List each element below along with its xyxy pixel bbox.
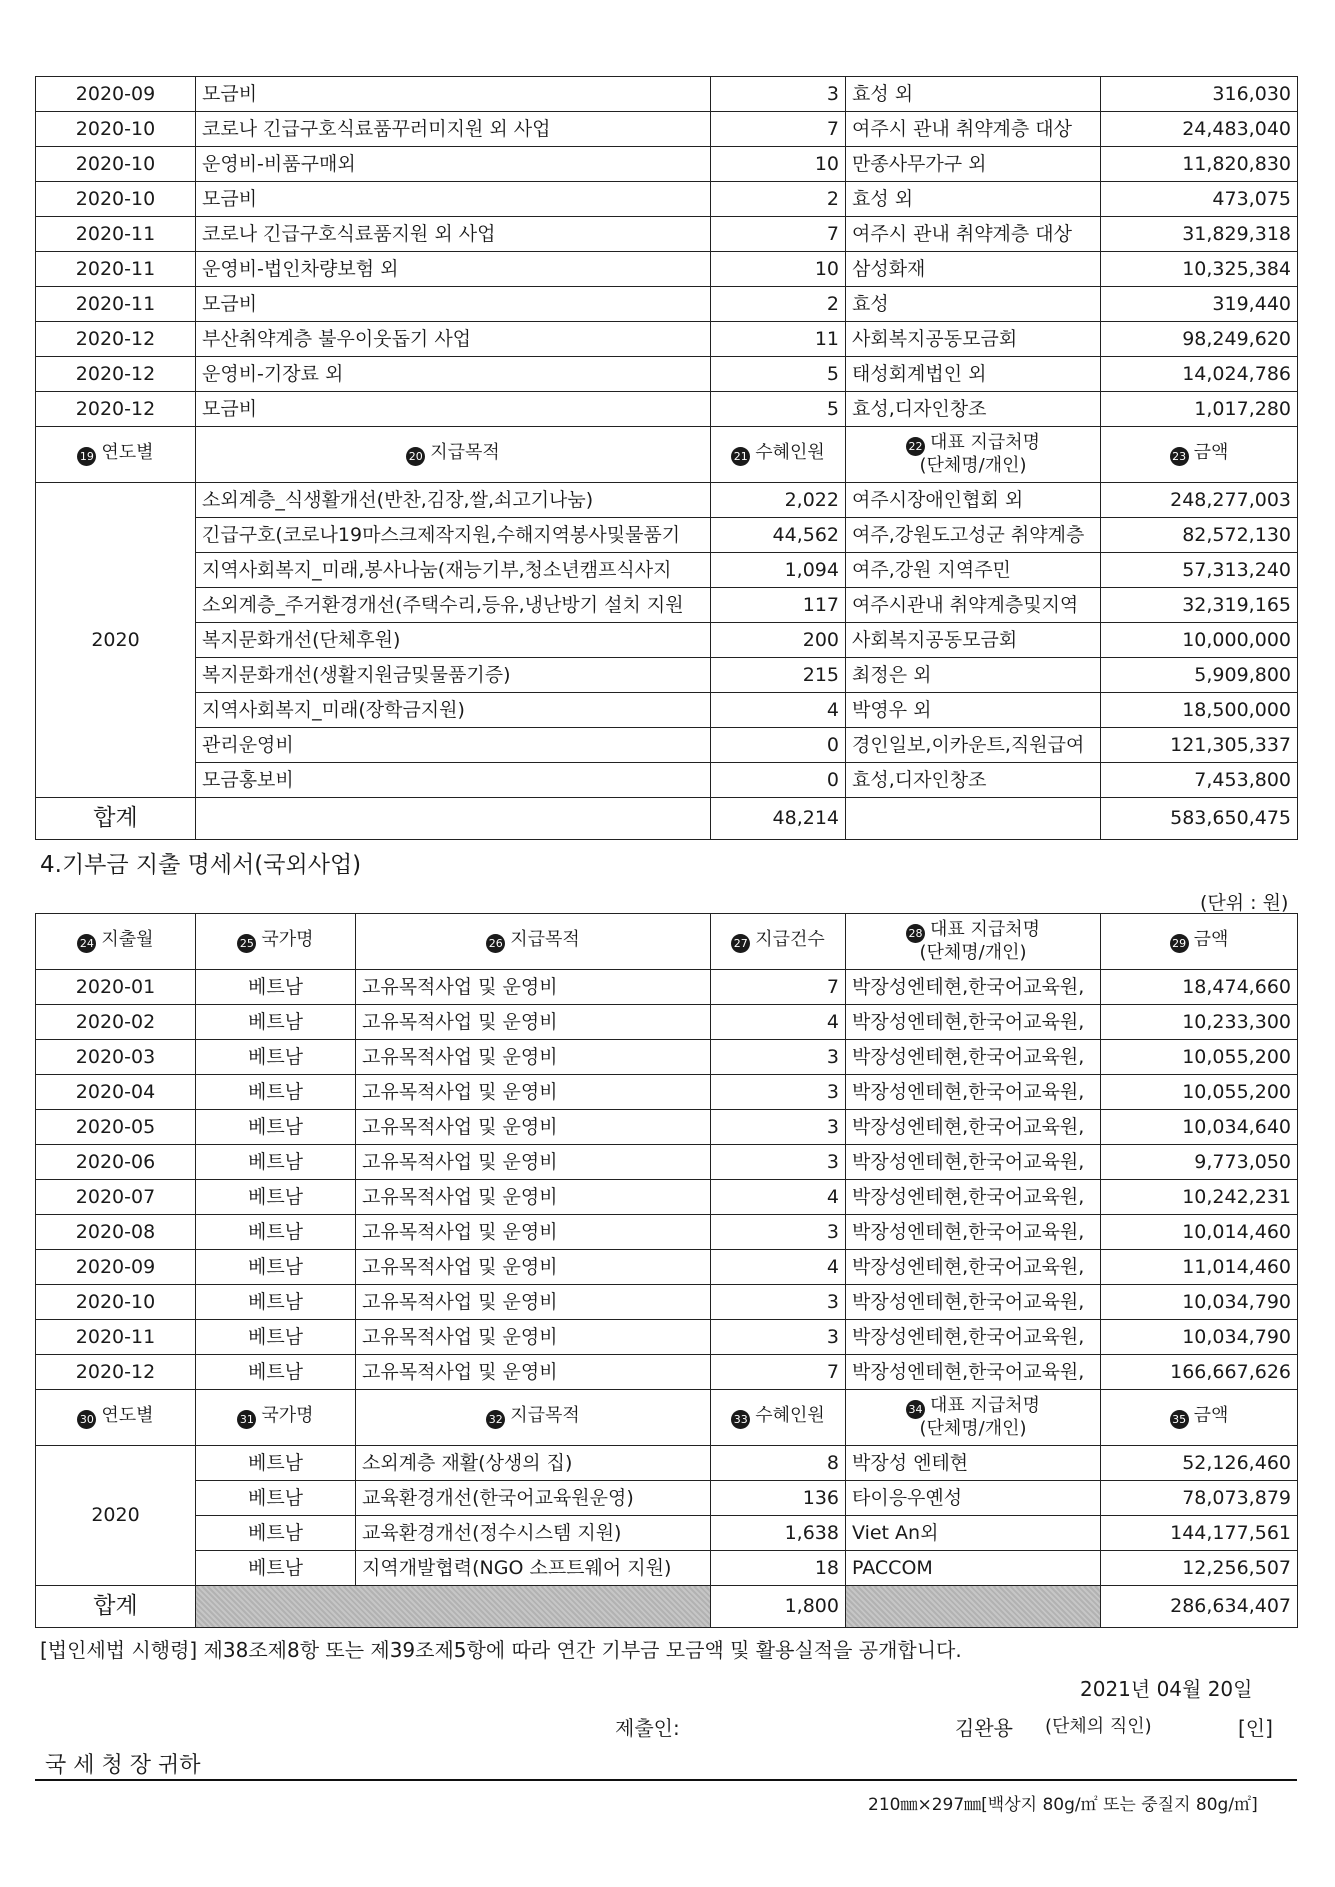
seal-mark: [인] bbox=[1238, 1716, 1273, 1740]
header-count: 27 지급건수 bbox=[711, 914, 846, 970]
month-cell: 2020-01 bbox=[36, 970, 196, 1005]
amount-cell: 10,242,231 bbox=[1101, 1180, 1298, 1215]
recipient-cell: 효성 외 bbox=[846, 77, 1101, 112]
recipient-cell: 최정은 외 bbox=[846, 658, 1101, 693]
amount-cell: 11,014,460 bbox=[1101, 1250, 1298, 1285]
table-row bbox=[36, 763, 1298, 798]
circled-number: 19 bbox=[77, 447, 96, 466]
total-empty bbox=[196, 798, 711, 840]
amount-cell: 319,440 bbox=[1101, 287, 1298, 322]
beneficiaries-cell: 0 bbox=[711, 728, 846, 763]
table-row bbox=[36, 1110, 1298, 1145]
country-cell: 베트남 bbox=[196, 1320, 356, 1355]
beneficiaries-cell: 136 bbox=[711, 1481, 846, 1516]
month-cell: 2020-12 bbox=[36, 357, 196, 392]
amount-cell: 12,256,507 bbox=[1101, 1551, 1298, 1586]
count-cell: 7 bbox=[711, 217, 846, 252]
circled-number: 22 bbox=[906, 437, 925, 456]
count-cell: 4 bbox=[711, 1250, 846, 1285]
amount-cell: 10,034,640 bbox=[1101, 1110, 1298, 1145]
count-cell: 11 bbox=[711, 322, 846, 357]
table-row bbox=[36, 623, 1298, 658]
amount-cell: 121,305,337 bbox=[1101, 728, 1298, 763]
country-cell: 베트남 bbox=[196, 1075, 356, 1110]
recipient-cell: 효성 외 bbox=[846, 182, 1101, 217]
recipient-cell: 경인일보,이카운트,직원급여 bbox=[846, 728, 1101, 763]
amount-cell: 10,055,200 bbox=[1101, 1075, 1298, 1110]
count-cell: 4 bbox=[711, 1180, 846, 1215]
count-cell: 7 bbox=[711, 970, 846, 1005]
country-cell: 베트남 bbox=[196, 1180, 356, 1215]
month-cell: 2020-06 bbox=[36, 1145, 196, 1180]
country-cell: 베트남 bbox=[196, 1110, 356, 1145]
count-cell: 3 bbox=[711, 1075, 846, 1110]
recipient-cell: 만종사무가구 외 bbox=[846, 147, 1101, 182]
purpose-cell: 운영비-기장료 외 bbox=[196, 357, 711, 392]
recipient-cell: 효성,디자인창조 bbox=[846, 763, 1101, 798]
footer-divider bbox=[35, 1779, 1297, 1781]
purpose-cell: 고유목적사업 및 운영비 bbox=[356, 1145, 711, 1180]
country-cell: 베트남 bbox=[196, 1355, 356, 1390]
recipient-cell: 박장성엔테현,한국어교육원, bbox=[846, 1180, 1101, 1215]
amount-cell: 10,233,300 bbox=[1101, 1005, 1298, 1040]
total-beneficiaries: 1,800 bbox=[711, 1586, 846, 1628]
table-row bbox=[36, 392, 1298, 427]
amount-cell: 98,249,620 bbox=[1101, 322, 1298, 357]
amount-cell: 82,572,130 bbox=[1101, 518, 1298, 553]
purpose-cell: 고유목적사업 및 운영비 bbox=[356, 1320, 711, 1355]
submitter-name: 김완용 bbox=[955, 1716, 1013, 1740]
table-row bbox=[36, 287, 1298, 322]
circled-number: 32 bbox=[486, 1410, 505, 1429]
table-row bbox=[36, 483, 1298, 518]
recipient-cell: 여주시관내 취약계층및지역 bbox=[846, 588, 1101, 623]
table-row bbox=[36, 217, 1298, 252]
purpose-cell: 소외계층_주거환경개선(주택수리,등유,냉난방기 설치 지원 bbox=[196, 588, 711, 623]
amount-cell: 10,000,000 bbox=[1101, 623, 1298, 658]
amount-cell: 31,829,318 bbox=[1101, 217, 1298, 252]
amount-cell: 1,017,280 bbox=[1101, 392, 1298, 427]
amount-cell: 57,313,240 bbox=[1101, 553, 1298, 588]
month-cell: 2020-11 bbox=[36, 1320, 196, 1355]
purpose-cell: 부산취약계층 불우이웃돕기 사업 bbox=[196, 322, 711, 357]
section-title: 4.기부금 지출 명세서(국외사업) bbox=[40, 852, 362, 878]
count-cell: 3 bbox=[711, 1215, 846, 1250]
country-cell: 베트남 bbox=[196, 1005, 356, 1040]
yearly-rows bbox=[36, 483, 1298, 798]
amount-cell: 10,055,200 bbox=[1101, 1040, 1298, 1075]
count-cell: 2 bbox=[711, 287, 846, 322]
recipient-cell: 박장성엔테현,한국어교육원, bbox=[846, 1110, 1101, 1145]
recipient-cell: 사회복지공동모금회 bbox=[846, 322, 1101, 357]
purpose-cell: 지역개발협력(NGO 소프트웨어 지원) bbox=[356, 1551, 711, 1586]
recipient-cell: 박장성엔테현,한국어교육원, bbox=[846, 1005, 1101, 1040]
table-row bbox=[36, 1481, 1298, 1516]
recipient-cell: 박장성엔테현,한국어교육원, bbox=[846, 1250, 1101, 1285]
month-cell: 2020-07 bbox=[36, 1180, 196, 1215]
recipient-cell: 삼성화재 bbox=[846, 252, 1101, 287]
table-row bbox=[36, 1551, 1298, 1586]
country-cell: 베트남 bbox=[196, 1481, 356, 1516]
purpose-cell: 고유목적사업 및 운영비 bbox=[356, 1250, 711, 1285]
amount-cell: 166,667,626 bbox=[1101, 1355, 1298, 1390]
submission-date: 2021년 04월 20일 bbox=[1080, 1677, 1253, 1701]
circled-number: 21 bbox=[731, 447, 750, 466]
circled-number: 20 bbox=[406, 447, 425, 466]
overseas-yearly-rows bbox=[36, 1446, 1298, 1586]
recipient-cell: 박장성엔테현,한국어교육원, bbox=[846, 1285, 1101, 1320]
table-row bbox=[36, 1446, 1298, 1481]
month-cell: 2020-03 bbox=[36, 1040, 196, 1075]
amount-cell: 7,453,800 bbox=[1101, 763, 1298, 798]
amount-cell: 144,177,561 bbox=[1101, 1516, 1298, 1551]
circled-number: 30 bbox=[77, 1410, 96, 1429]
purpose-cell: 소외계층_식생활개선(반찬,김장,쌀,쇠고기나눔) bbox=[196, 483, 711, 518]
circled-number: 28 bbox=[906, 924, 925, 943]
recipient-cell: 박장성엔테현,한국어교육원, bbox=[846, 970, 1101, 1005]
circled-number: 23 bbox=[1170, 447, 1189, 466]
overseas-monthly-rows bbox=[36, 970, 1298, 1390]
count-cell: 3 bbox=[711, 1110, 846, 1145]
month-cell: 2020-08 bbox=[36, 1215, 196, 1250]
purpose-cell: 모금비 bbox=[196, 287, 711, 322]
addressee: 국 세 청 장 귀하 bbox=[45, 1753, 201, 1778]
purpose-cell: 고유목적사업 및 운영비 bbox=[356, 1285, 711, 1320]
purpose-cell: 고유목적사업 및 운영비 bbox=[356, 1075, 711, 1110]
domestic-expense-table bbox=[35, 76, 1298, 840]
beneficiaries-cell: 1,094 bbox=[711, 553, 846, 588]
count-cell: 3 bbox=[711, 1145, 846, 1180]
purpose-cell: 고유목적사업 및 운영비 bbox=[356, 1355, 711, 1390]
recipient-cell: 박영우 외 bbox=[846, 693, 1101, 728]
purpose-cell: 모금비 bbox=[196, 77, 711, 112]
table-row bbox=[36, 588, 1298, 623]
count-cell: 7 bbox=[711, 112, 846, 147]
beneficiaries-cell: 215 bbox=[711, 658, 846, 693]
purpose-cell: 교육환경개선(정수시스템 지원) bbox=[356, 1516, 711, 1551]
year-cell: 2020 bbox=[36, 1446, 196, 1586]
overseas-header-row bbox=[36, 914, 1298, 970]
recipient-cell: 사회복지공동모금회 bbox=[846, 623, 1101, 658]
recipient-cell: 효성 bbox=[846, 287, 1101, 322]
purpose-cell: 관리운영비 bbox=[196, 728, 711, 763]
purpose-cell: 지역사회복지_미래(장학금지원) bbox=[196, 693, 711, 728]
purpose-cell: 코로나 긴급구호식료품지원 외 사업 bbox=[196, 217, 711, 252]
country-cell: 베트남 bbox=[196, 1215, 356, 1250]
header-amount: 23 금액 bbox=[1101, 427, 1298, 483]
count-cell: 3 bbox=[711, 77, 846, 112]
monthly-rows bbox=[36, 77, 1298, 427]
purpose-cell: 코로나 긴급구호식료품꾸러미지원 외 사업 bbox=[196, 112, 711, 147]
header-year: 30 연도별 bbox=[36, 1390, 196, 1446]
circled-number: 25 bbox=[237, 934, 256, 953]
overseas-expense-table bbox=[35, 913, 1298, 1628]
total-label: 합계 bbox=[36, 1586, 196, 1628]
table-row bbox=[36, 1355, 1298, 1390]
table-row bbox=[36, 1320, 1298, 1355]
header-purpose: 32 지급목적 bbox=[356, 1390, 711, 1446]
beneficiaries-cell: 8 bbox=[711, 1446, 846, 1481]
amount-cell: 78,073,879 bbox=[1101, 1481, 1298, 1516]
beneficiaries-cell: 4 bbox=[711, 693, 846, 728]
beneficiaries-cell: 1,638 bbox=[711, 1516, 846, 1551]
header-purpose: 26 지급목적 bbox=[356, 914, 711, 970]
recipient-cell: Viet An외 bbox=[846, 1516, 1101, 1551]
recipient-cell: 여주,강원 지역주민 bbox=[846, 553, 1101, 588]
amount-cell: 248,277,003 bbox=[1101, 483, 1298, 518]
month-cell: 2020-11 bbox=[36, 252, 196, 287]
country-cell: 베트남 bbox=[196, 1446, 356, 1481]
purpose-cell: 지역사회복지_미래,봉사나눔(재능기부,청소년캠프식사지 bbox=[196, 553, 711, 588]
table-row bbox=[36, 77, 1298, 112]
purpose-cell: 고유목적사업 및 운영비 bbox=[356, 1180, 711, 1215]
month-cell: 2020-11 bbox=[36, 217, 196, 252]
circled-number: 27 bbox=[731, 934, 750, 953]
purpose-cell: 모금홍보비 bbox=[196, 763, 711, 798]
count-cell: 5 bbox=[711, 392, 846, 427]
purpose-cell: 고유목적사업 및 운영비 bbox=[356, 1215, 711, 1250]
purpose-cell: 긴급구호(코로나19마스크제작지원,수해지역봉사및물품기 bbox=[196, 518, 711, 553]
recipient-cell: 박장성엔테현,한국어교육원, bbox=[846, 1320, 1101, 1355]
month-cell: 2020-12 bbox=[36, 1355, 196, 1390]
total-shaded-cell bbox=[196, 1586, 711, 1628]
table-row bbox=[36, 518, 1298, 553]
purpose-cell: 소외계층 재활(상생의 집) bbox=[356, 1446, 711, 1481]
count-cell: 3 bbox=[711, 1320, 846, 1355]
table-row bbox=[36, 1516, 1298, 1551]
amount-cell: 52,126,460 bbox=[1101, 1446, 1298, 1481]
count-cell: 4 bbox=[711, 1005, 846, 1040]
country-cell: 베트남 bbox=[196, 1250, 356, 1285]
recipient-cell: 효성,디자인창조 bbox=[846, 392, 1101, 427]
recipient-cell: 타이응우옌성 bbox=[846, 1481, 1101, 1516]
header-year: 19 연도별 bbox=[36, 427, 196, 483]
table-row bbox=[36, 357, 1298, 392]
country-cell: 베트남 bbox=[196, 970, 356, 1005]
table-row bbox=[36, 553, 1298, 588]
beneficiaries-cell: 44,562 bbox=[711, 518, 846, 553]
paper-spec: 210㎜×297㎜[백상지 80g/㎡ 또는 중질지 80g/㎡] bbox=[868, 1795, 1258, 1815]
amount-cell: 24,483,040 bbox=[1101, 112, 1298, 147]
header-amount: 29 금액 bbox=[1101, 914, 1298, 970]
recipient-cell: 박장성엔테현,한국어교육원, bbox=[846, 1215, 1101, 1250]
month-cell: 2020-10 bbox=[36, 112, 196, 147]
recipient-cell: PACCOM bbox=[846, 1551, 1101, 1586]
table-row bbox=[36, 1250, 1298, 1285]
purpose-cell: 고유목적사업 및 운영비 bbox=[356, 970, 711, 1005]
month-cell: 2020-10 bbox=[36, 182, 196, 217]
count-cell: 3 bbox=[711, 1040, 846, 1075]
yearly-header-row bbox=[36, 427, 1298, 483]
circled-number: 29 bbox=[1170, 934, 1189, 953]
table-row bbox=[36, 1180, 1298, 1215]
month-cell: 2020-12 bbox=[36, 392, 196, 427]
recipient-cell: 박장성 엔테현 bbox=[846, 1446, 1101, 1481]
header-amount: 35 금액 bbox=[1101, 1390, 1298, 1446]
amount-cell: 32,319,165 bbox=[1101, 588, 1298, 623]
count-cell: 3 bbox=[711, 1285, 846, 1320]
amount-cell: 10,325,384 bbox=[1101, 252, 1298, 287]
month-cell: 2020-12 bbox=[36, 322, 196, 357]
total-empty bbox=[846, 798, 1101, 840]
month-cell: 2020-02 bbox=[36, 1005, 196, 1040]
recipient-cell: 박장성엔테현,한국어교육원, bbox=[846, 1145, 1101, 1180]
recipient-cell: 여주시 관내 취약계층 대상 bbox=[846, 112, 1101, 147]
purpose-cell: 운영비-법인차량보험 외 bbox=[196, 252, 711, 287]
submitter-role: (단체의 직인) bbox=[1045, 1716, 1152, 1737]
amount-cell: 9,773,050 bbox=[1101, 1145, 1298, 1180]
purpose-cell: 고유목적사업 및 운영비 bbox=[356, 1040, 711, 1075]
header-purpose: 20 지급목적 bbox=[196, 427, 711, 483]
count-cell: 10 bbox=[711, 252, 846, 287]
purpose-cell: 고유목적사업 및 운영비 bbox=[356, 1110, 711, 1145]
country-cell: 베트남 bbox=[196, 1145, 356, 1180]
month-cell: 2020-10 bbox=[36, 147, 196, 182]
month-cell: 2020-10 bbox=[36, 1285, 196, 1320]
table-row bbox=[36, 1005, 1298, 1040]
total-shaded-cell bbox=[846, 1586, 1101, 1628]
count-cell: 2 bbox=[711, 182, 846, 217]
amount-cell: 18,474,660 bbox=[1101, 970, 1298, 1005]
header-country: 25 국가명 bbox=[196, 914, 356, 970]
month-cell: 2020-09 bbox=[36, 77, 196, 112]
purpose-cell: 고유목적사업 및 운영비 bbox=[356, 1005, 711, 1040]
beneficiaries-cell: 2,022 bbox=[711, 483, 846, 518]
total-label: 합계 bbox=[36, 798, 196, 840]
beneficiaries-cell: 117 bbox=[711, 588, 846, 623]
purpose-cell: 모금비 bbox=[196, 182, 711, 217]
amount-cell: 316,030 bbox=[1101, 77, 1298, 112]
country-cell: 베트남 bbox=[196, 1285, 356, 1320]
table-row bbox=[36, 252, 1298, 287]
total-beneficiaries: 48,214 bbox=[711, 798, 846, 840]
month-cell: 2020-09 bbox=[36, 1250, 196, 1285]
table-row bbox=[36, 1285, 1298, 1320]
recipient-cell: 여주시 관내 취약계층 대상 bbox=[846, 217, 1101, 252]
beneficiaries-cell: 0 bbox=[711, 763, 846, 798]
amount-cell: 11,820,830 bbox=[1101, 147, 1298, 182]
table-row bbox=[36, 1075, 1298, 1110]
total-amount: 583,650,475 bbox=[1101, 798, 1298, 840]
purpose-cell: 운영비-비품구매외 bbox=[196, 147, 711, 182]
header-beneficiary: 33 수혜인원 bbox=[711, 1390, 846, 1446]
country-cell: 베트남 bbox=[196, 1040, 356, 1075]
table-row bbox=[36, 1215, 1298, 1250]
overseas-total-row bbox=[36, 1586, 1298, 1628]
total-amount: 286,634,407 bbox=[1101, 1586, 1298, 1628]
count-cell: 10 bbox=[711, 147, 846, 182]
header-beneficiary: 21 수혜인원 bbox=[711, 427, 846, 483]
purpose-cell: 복지문화개선(단체후원) bbox=[196, 623, 711, 658]
header-country: 31 국가명 bbox=[196, 1390, 356, 1446]
month-cell: 2020-05 bbox=[36, 1110, 196, 1145]
table-row bbox=[36, 147, 1298, 182]
header-recipient: 28 대표 지급처명 (단체명/개인) bbox=[846, 914, 1101, 970]
month-cell: 2020-04 bbox=[36, 1075, 196, 1110]
table-row bbox=[36, 728, 1298, 763]
circled-number: 34 bbox=[906, 1400, 925, 1419]
amount-cell: 5,909,800 bbox=[1101, 658, 1298, 693]
total-row bbox=[36, 798, 1298, 840]
overseas-yearly-header-row bbox=[36, 1390, 1298, 1446]
country-cell: 베트남 bbox=[196, 1551, 356, 1586]
header-month: 24 지출월 bbox=[36, 914, 196, 970]
amount-cell: 473,075 bbox=[1101, 182, 1298, 217]
header-recipient: 22 대표 지급처명 (단체명/개인) bbox=[846, 427, 1101, 483]
year-cell: 2020 bbox=[36, 483, 196, 798]
amount-cell: 10,034,790 bbox=[1101, 1285, 1298, 1320]
recipient-cell: 여주,강원도고성군 취약계층 bbox=[846, 518, 1101, 553]
table-row bbox=[36, 970, 1298, 1005]
purpose-cell: 교육환경개선(한국어교육원운영) bbox=[356, 1481, 711, 1516]
amount-cell: 10,034,790 bbox=[1101, 1320, 1298, 1355]
beneficiaries-cell: 200 bbox=[711, 623, 846, 658]
amount-cell: 14,024,786 bbox=[1101, 357, 1298, 392]
count-cell: 5 bbox=[711, 357, 846, 392]
submitter-label: 제출인: bbox=[615, 1716, 680, 1740]
purpose-cell: 모금비 bbox=[196, 392, 711, 427]
recipient-cell: 여주시장애인협회 외 bbox=[846, 483, 1101, 518]
unit-label: (단위 : 원) bbox=[1200, 892, 1289, 914]
country-cell: 베트남 bbox=[196, 1516, 356, 1551]
month-cell: 2020-11 bbox=[36, 287, 196, 322]
table-row bbox=[36, 322, 1298, 357]
table-row bbox=[36, 693, 1298, 728]
table-row bbox=[36, 1040, 1298, 1075]
circled-number: 26 bbox=[486, 934, 505, 953]
recipient-cell: 태성회계법인 외 bbox=[846, 357, 1101, 392]
table-row bbox=[36, 658, 1298, 693]
table-row bbox=[36, 182, 1298, 217]
circled-number: 33 bbox=[731, 1410, 750, 1429]
amount-cell: 10,014,460 bbox=[1101, 1215, 1298, 1250]
count-cell: 7 bbox=[711, 1355, 846, 1390]
circled-number: 24 bbox=[77, 934, 96, 953]
recipient-cell: 박장성엔테현,한국어교육원, bbox=[846, 1040, 1101, 1075]
circled-number: 35 bbox=[1170, 1410, 1189, 1429]
table-row bbox=[36, 112, 1298, 147]
header-recipient: 34 대표 지급처명 (단체명/개인) bbox=[846, 1390, 1101, 1446]
recipient-cell: 박장성엔테현,한국어교육원, bbox=[846, 1355, 1101, 1390]
circled-number: 31 bbox=[237, 1410, 256, 1429]
recipient-cell: 박장성엔테현,한국어교육원, bbox=[846, 1075, 1101, 1110]
table-row bbox=[36, 1145, 1298, 1180]
beneficiaries-cell: 18 bbox=[711, 1551, 846, 1586]
purpose-cell: 복지문화개선(생활지원금및물품기증) bbox=[196, 658, 711, 693]
legal-notice: [법인세법 시행령] 제38조제8항 또는 제39조제5항에 따라 연간 기부금 모금액 및 활용실적을 공개합니다. bbox=[40, 1638, 962, 1662]
amount-cell: 18,500,000 bbox=[1101, 693, 1298, 728]
